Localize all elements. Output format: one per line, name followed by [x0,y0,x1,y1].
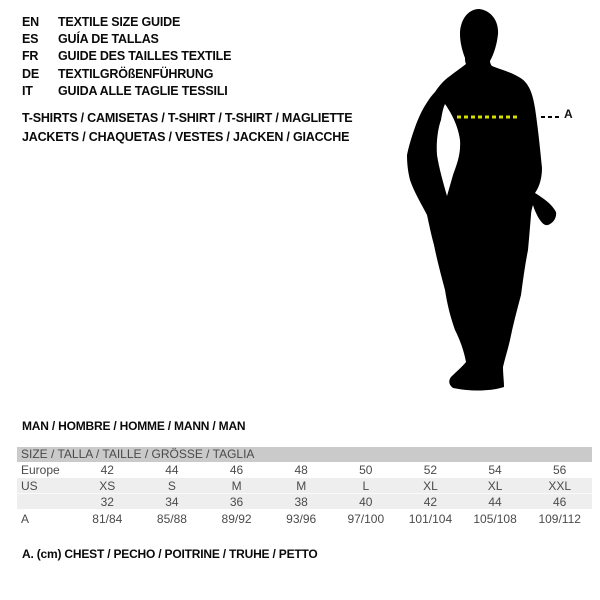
size-cell: 93/96 [286,512,317,526]
language-row [22,14,231,31]
size-cell: 42 [423,494,438,509]
language-code: FR [22,49,39,64]
size-cell: 54 [488,463,502,477]
size-cell: M [231,478,242,493]
garment-categories [22,109,352,147]
size-cell: 40 [359,494,373,509]
row-label: A [21,512,30,526]
size-cell: 48 [294,463,308,477]
size-cell: 109/112 [538,512,581,526]
size-cell: 50 [359,463,373,477]
size-cell: 46 [229,463,244,477]
language-title: GUÍA DE TALLAS [58,32,159,47]
chest-measure-footnote: A. (cm) CHEST / PECHO / POITRINE / TRUHE / PETTO [22,547,318,561]
size-cell: 97/100 [347,512,385,526]
size-cell: XL [423,478,438,493]
language-title: TEXTILE SIZE GUIDE [58,15,181,29]
measure-label-a: A [564,107,573,121]
language-row [22,83,231,100]
size-table-header: SIZE / TALLA / TAILLE / GRÖSSE / TAGLIA [17,447,592,462]
size-cell: XXL [548,478,572,493]
table-row-us-letters [17,478,592,493]
size-cell: 44 [165,463,179,477]
row-label: US [21,478,38,493]
row-label: Europe [21,463,60,477]
size-cell: L [362,478,370,493]
language-code: DE [22,66,39,81]
man-silhouette-figure [398,4,598,404]
language-title: TEXTILGRÖßENFÜHRUNG [58,66,214,81]
man-body-shape [407,9,556,391]
language-code: EN [22,15,39,29]
size-cell: 81/84 [92,512,123,526]
size-cell: 85/88 [156,512,187,526]
size-cell: 32 [100,494,114,509]
size-cell: 34 [165,494,179,509]
size-cell: 36 [229,494,244,509]
size-cell: 89/92 [221,512,252,526]
size-cell: 46 [553,494,567,509]
size-cell: 105/108 [473,512,517,526]
size-cell: M [296,478,307,493]
size-cell: 38 [294,494,308,509]
language-row [22,66,231,83]
section-title-man: MAN / HOMBRE / HOMME / MANN / MAN [22,419,246,433]
size-cell: 42 [100,463,114,477]
size-cell: 56 [553,463,567,477]
size-cell: XS [99,478,116,493]
size-cell: 101/104 [408,512,453,526]
language-title: GUIDA ALLE TAGLIE TESSILI [58,83,228,98]
table-row-chest-cm [17,509,592,528]
size-table [17,447,592,528]
table-row-europe [17,462,592,478]
language-title: GUIDE DES TAILLES TEXTILE [58,49,232,64]
size-cell: 44 [488,494,502,509]
man-silhouette-svg [398,4,598,404]
category-tshirts: T-SHIRTS / CAMISETAS / T-SHIRT / T-SHIRT / MAGLIETTE [22,111,353,125]
language-code: IT [22,83,33,98]
size-cell: 52 [423,463,438,477]
language-row [22,31,231,48]
table-row-us-numbers [17,493,592,509]
size-cell: S [167,478,176,493]
language-row [22,48,231,65]
size-cell: XL [487,478,503,493]
language-list [22,14,231,100]
language-code: ES [22,32,39,47]
category-jackets: JACKETS / CHAQUETAS / VESTES / JACKEN / GIACCHE [22,130,350,144]
